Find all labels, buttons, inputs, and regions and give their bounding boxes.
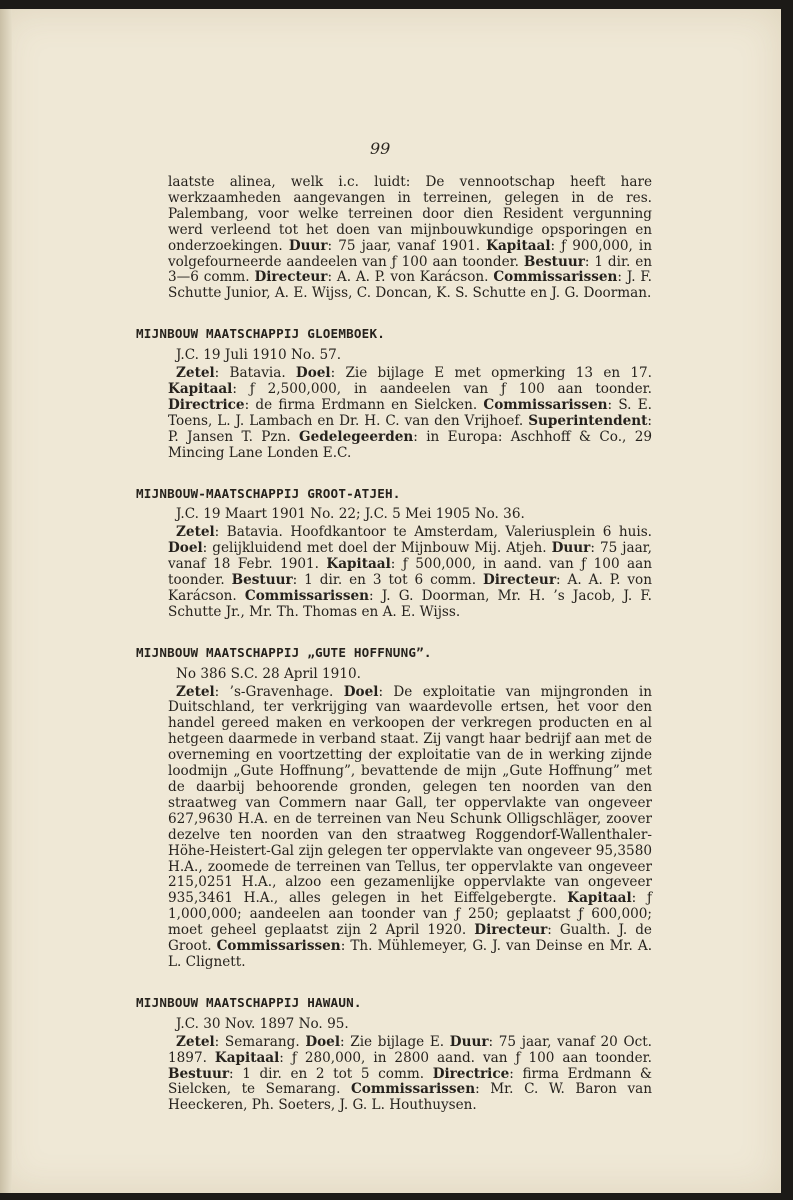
field-value: de firma Erdmann en Sielcken. <box>255 396 478 413</box>
field-value: J. G. Doorman, Mr. H. ’s Jacob, J. F. Schutte Jr., Mr. Th. Thomas en A. E. Wijss. <box>168 587 653 620</box>
field-value: ƒ 280,000, in 2800 aand. van ƒ 100 aan toonder. <box>291 1049 652 1066</box>
company-entries <box>136 326 653 1114</box>
field-label: Duur <box>449 1033 489 1050</box>
registration-reference: J.C. 19 Juli 1910 No. 57. <box>176 347 342 364</box>
field-label: Kapitaal <box>567 890 632 907</box>
field-label: Bestuur <box>523 253 585 270</box>
field-value: A. A. P. von Karácson. <box>336 269 489 286</box>
field-label: Bestuur <box>168 1065 229 1082</box>
field-value: Batavia. Hoofdkantoor te Amsterdam, Valeriusplein 6 huis. <box>226 524 653 541</box>
field-label: Kapitaal <box>326 556 391 573</box>
page-spine <box>0 9 12 1193</box>
company-heading: MIJNBOUW MAATSCHAPPIJ GLOEMBOEK. <box>136 326 386 342</box>
field-value: Mr. C. W. Baron van Heeckeren, Ph. Soeters, J. G. L. Houthuysen. <box>168 1081 652 1114</box>
company-heading: MIJNBOUW-MAATSCHAPPIJ GROOT-ATJEH. <box>136 485 401 501</box>
field-label: Doel <box>305 1033 340 1050</box>
field-label: Duur <box>288 237 328 254</box>
registration-reference: No 386 S.C. 28 April 1910. <box>176 665 361 682</box>
field-value: Gualth. J. de Groot. <box>168 922 652 955</box>
field-label: Directeur <box>474 922 548 939</box>
field-label: Bestuur <box>231 572 293 589</box>
field-label: Commissarissen <box>350 1081 476 1098</box>
page-content <box>136 174 653 1114</box>
field-label: Zetel <box>176 683 215 700</box>
field-label: Doel <box>295 365 331 382</box>
field-label: Zetel <box>176 524 215 541</box>
field-value: ƒ 500,000, in aand. van ƒ 100 aan toonder. <box>168 556 652 589</box>
field-value: A. A. P. von Karácson. <box>168 572 652 604</box>
field-value: in Europa: Aschhoff & Co., 29 Mincing Lane Londen E.C. <box>168 428 652 461</box>
field-value: 75 jaar, vanaf 20 Oct. 1897. <box>168 1033 652 1066</box>
field-value: De exploitatie van mijngronden in Duitschland, ter verkrijging van waardevolle ertsen, het voor den handel gereed maken en verkoopen der verkregen producten en al hetgeen daarmede in verband staat. Zij vangt haar bedrijf aan met de overneming en voortzetting der exploitatie van de in werking zijnde loodmijn „Gute Hoffnung”, bevattende de mijn „Gute Hoffnung” met de daarbij behoorende gronden, gelegen ten noorden van den straatweg van Commern naar Gall, ter oppervlakte van ongeveer 627,9630 H.A. en de terreinen van Neu Schunk Olligschläger, zoover dezelve ten noorden van den straatweg Roggendorf-Wallenthaler-Höhe-Heistert-Gal zijn gelegen ter oppervlakte van ongeveer 95,3580 H.A., zoomede de terreinen van Tellus, ter oppervlakte van ongeveer 215,0251 H.A., alzoo een gezamenlijke oppervlakte van ongeveer 935,3461 H.A., alles gelegen in het Eiffelgebergte. <box>168 683 653 907</box>
field-value: S. E. Toens, L. J. Lambach en Dr. H. C. van den Vrijhoef. <box>168 396 652 429</box>
field-label: Kapitaal <box>486 237 551 254</box>
field-label: Kapitaal <box>168 380 233 397</box>
field-value: 1 dir. en 2 tot 5 comm. <box>242 1065 425 1082</box>
field-value: ƒ 900,000, in volgefourneerde aandeelen van ƒ 100 aan toonder. <box>168 237 652 270</box>
field-value: 75 jaar, vanaf 1901. <box>338 237 481 254</box>
field-label: Zetel <box>176 1033 215 1050</box>
intro-text: laatste alinea, welk i.c. luidt: De vennootschap heeft hare werkzaamheden aangevangen in terreinen, gelegen in de res. Palembang, voor welke terreinen door dien Resident vergunning werd verleend tot het doen van mijnbouwkundige opsporingen en onderzoekingen. <box>168 174 652 254</box>
registration-reference: J.C. 30 Nov. 1897 No. 95. <box>176 1015 349 1032</box>
field-value: J. F. Schutte Junior, A. E. Wijss, C. Doncan, K. S. Schutte en J. G. Doorman. <box>168 269 652 302</box>
field-label: Directeur <box>254 269 328 286</box>
field-label: Duur <box>551 540 591 557</box>
field-label: Kapitaal <box>214 1049 280 1066</box>
intro-paragraph: laatste alinea, welk i.c. luidt: De vennootschap heeft hare werkzaamheden aangevangen in terreinen, gelegen in de res. Palembang, voor welke terreinen door dien Resident vergunning werd verleend tot het doen van mijnbouwkundige opsporingen en onderzoekingen. Duur: 75 jaar, vanaf 1901. Kapitaal: ƒ 900,000, in volgefourneerde aandeelen van ƒ 100 aan toonder. Bestuur: 1 dir. en 3—6 comm. Directeur: A. A. P. von Karácson. Commissarissen: J. F. Schutte Junior, A. E. Wijss, C. Doncan, K. S. Schutte en J. G. Doorman. <box>168 174 653 302</box>
field-value: firma Erdmann & Sielcken, te Semarang. <box>168 1065 652 1098</box>
field-value: Batavia. <box>229 365 286 382</box>
field-value: 1 dir. en 3—6 comm. <box>168 253 653 286</box>
field-value: 75 jaar, vanaf 18 Febr. 1901. <box>168 540 653 573</box>
field-value: Zie bijlage E met opmerking 13 en 17. <box>345 365 653 382</box>
field-value: Zie bijlage E. <box>350 1033 445 1050</box>
field-label: Commissarissen <box>493 269 618 286</box>
field-label: Superintendent <box>528 412 648 429</box>
field-value: gelijkluidend met doel der Mijnbouw Mij. Atjeh. <box>212 540 547 557</box>
field-value: ƒ 2,500,000, in aandeelen van ƒ 100 aan toonder. <box>249 380 652 397</box>
field-label: Commissarissen <box>216 938 341 955</box>
company-details: Zetel: Batavia. Hoofdkantoor te Amsterdam, Valeriusplein 6 huis. Doel: gelijkluidend met doel der Mijnbouw Mij. Atjeh. Duur: 75 jaar, vanaf 18 Febr. 1901. Kapitaal: ƒ 500,000, in aand. van ƒ 100 aan toonder. Bestuur: 1 dir. en 3 tot 6 comm. Directeur: A. A. P. von Karácson. Commissarissen: J. G. Doorman, Mr. H. ’s Jacob, J. F. Schutte Jr., Mr. Th. Thomas en A. E. Wijss. <box>168 524 653 620</box>
registration-reference: J.C. 19 Maart 1901 No. 22; J.C. 5 Mei 1905 No. 36. <box>176 506 525 523</box>
company-details: Zetel: ’s-Gravenhage. Doel: De exploitatie van mijngronden in Duitschland, ter verkrijging van waardevolle ertsen, het voor den handel gereed maken en verkoopen der verkregen producten en al hetgeen daarmede in verband staat. Zij vangt haar bedrijf aan met de overneming en voortzetting der exploitatie van de in werking zijnde loodmijn „Gute Hoffnung”, bevattende de mijn „Gute Hoffnung” met de daarbij behoorende gronden, gelegen ten noorden van den straatweg van Commern naar Gall, ter oppervlakte van ongeveer 627,9630 H.A. en de terreinen van Neu Schunk Olligschläger, zoover dezelve ten noorden van den straatweg Roggendorf-Wallenthaler-Höhe-Heistert-Gal zijn gelegen ter oppervlakte van ongeveer 95,3580 H.A., zoomede de terreinen van Tellus, ter oppervlakte van ongeveer 215,0251 H.A., alzoo een gezamenlijke oppervlakte van ongeveer 935,3461 H.A., alles gelegen in het Eiffelgebergte. Kapitaal: ƒ 1,000,000; aandeelen aan toonder van ƒ 250; geplaatst ƒ 600,000; moet geheel geplaatst zijn 2 April 1920. Directeur: Gualth. J. de Groot. Commissarissen: Th. Mühlemeyer, G. J. van Deinse en Mr. A. L. Clignett. <box>168 683 653 970</box>
page-number: 99 <box>370 139 391 158</box>
field-label: Gedelegeerden <box>299 428 414 445</box>
field-label: Commissarissen <box>244 587 370 604</box>
field-label: Doel <box>343 683 379 700</box>
book-page <box>0 9 781 1193</box>
field-value: Th. Mühlemeyer, G. J. van Deinse en Mr. A. L. Clignett. <box>168 938 653 970</box>
company-details: Zetel: Semarang. Doel: Zie bijlage E. Duur: 75 jaar, vanaf 20 Oct. 1897. Kapitaal: ƒ 280,000, in 2800 aand. van ƒ 100 aan toonder. Bestuur: 1 dir. en 2 tot 5 comm. Directrice: firma Erdmann & Sielcken, te Semarang. Commissarissen: Mr. C. W. Baron van Heeckeren, Ph. Soeters, J. G. L. Houthuysen. <box>168 1033 652 1114</box>
company-details: Zetel: Batavia. Doel: Zie bijlage E met opmerking 13 en 17. Kapitaal: ƒ 2,500,000, in aandeelen van ƒ 100 aan toonder. Directrice: de firma Erdmann en Sielcken. Commissarissen: S. E. Toens, L. J. Lambach en Dr. H. C. van den Vrijhoef. Superintendent: P. Jansen T. Pzn. Gedelegeerden: in Europa: Aschhoff & Co., 29 Mincing Lane Londen E.C. <box>168 365 653 461</box>
field-value: ƒ 1,000,000; aandeelen aan toonder van ƒ 250; geplaatst ƒ 600,000; moet geheel geplaatst zijn 2 April 1920. <box>168 890 652 939</box>
field-value: ’s-Gravenhage. <box>229 683 334 700</box>
field-label: Directrice <box>168 396 245 413</box>
field-value: P. Jansen T. Pzn. <box>168 428 291 445</box>
field-value: 1 dir. en 3 tot 6 comm. <box>304 572 477 589</box>
field-label: Doel <box>168 540 203 557</box>
company-heading: MIJNBOUW MAATSCHAPPIJ HAWAUN. <box>136 994 362 1010</box>
field-label: Directeur <box>482 572 556 589</box>
company-heading: MIJNBOUW MAATSCHAPPIJ „GUTE HOFFNUNG”. <box>136 644 432 660</box>
field-label: Commissarissen <box>483 396 608 413</box>
field-label: Zetel <box>176 365 215 382</box>
field-label: Directrice <box>432 1065 510 1082</box>
field-value: Semarang. <box>224 1033 300 1050</box>
